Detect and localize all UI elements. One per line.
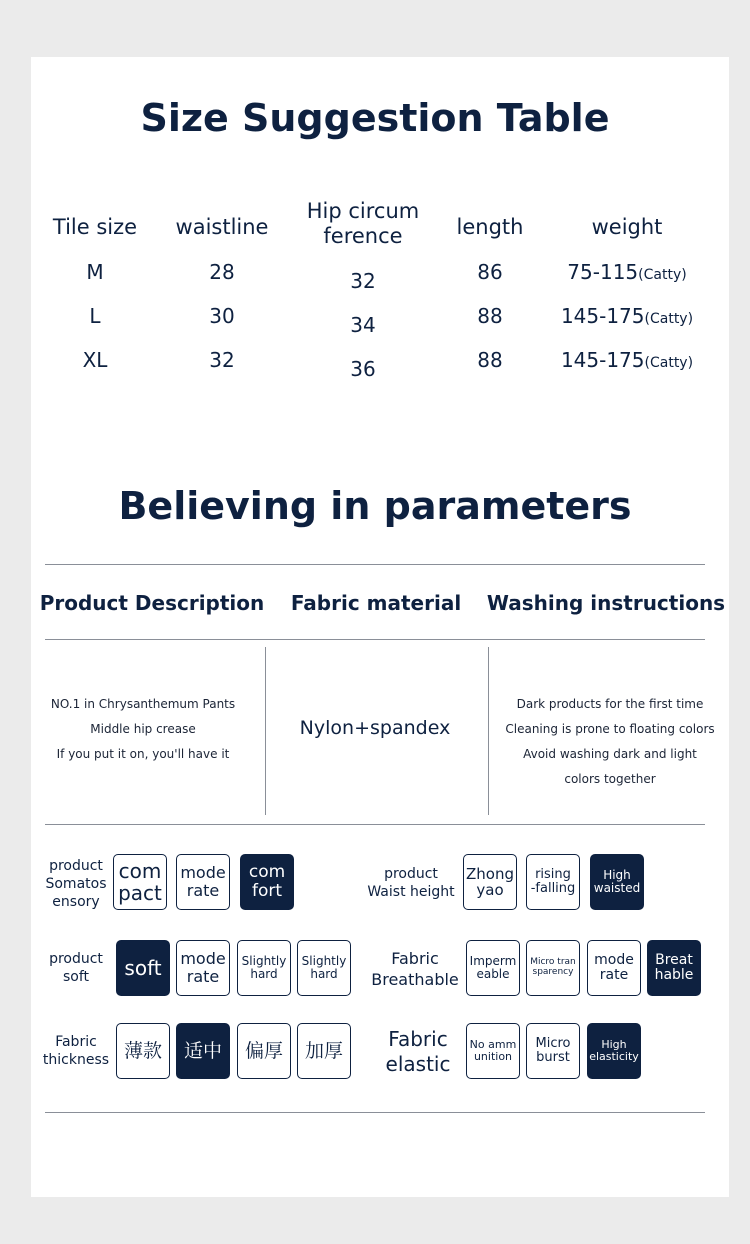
option-impermeable (466, 940, 520, 996)
weight-value: 75-115 (567, 260, 639, 284)
option-text: pact (118, 881, 162, 905)
header-hip-line2: ference (323, 224, 403, 248)
row-l-weight (561, 304, 693, 328)
option-compact (113, 854, 167, 910)
option-text: hable (654, 967, 694, 983)
option-text: hard (310, 967, 338, 981)
row-l-waist: 30 (209, 304, 235, 328)
option-text: Slightly (241, 953, 287, 968)
option-slightly-hard (237, 940, 291, 996)
washing-line: Dark products for the first time (516, 697, 704, 711)
option-text: Breat (655, 951, 693, 968)
row-l-size: L (89, 304, 101, 328)
row-xl-weight (561, 348, 693, 372)
label-line: Somatos (45, 876, 107, 892)
label-line: Fabric (55, 1034, 97, 1050)
option-micro-burst (526, 1023, 580, 1079)
label-line: product (49, 951, 103, 967)
option-text: sparency (532, 967, 574, 977)
option-rising-falling (526, 854, 580, 910)
header-hip-line1: Hip circum (306, 199, 420, 223)
option-text: mode (180, 949, 226, 969)
option-text: elasticity (589, 1050, 639, 1063)
label-line: Fabric (391, 949, 439, 968)
row-l-hip: 34 (350, 313, 376, 337)
option-text: hard (250, 967, 278, 981)
size-table-title: Size Suggestion Table (140, 96, 610, 140)
option-text: eable (476, 967, 510, 981)
option-text: com (248, 862, 286, 883)
option-moderate (176, 854, 230, 910)
washing-line: colors together (564, 772, 656, 786)
row-m-length: 86 (477, 260, 503, 284)
option-text: Micro (535, 1035, 571, 1051)
label-line: product (384, 866, 438, 882)
col-washing-instructions: Washing instructions (486, 591, 726, 615)
option-no-ammunition (466, 1023, 520, 1079)
label-line: ensory (52, 894, 100, 910)
option-text: Slightly (301, 953, 347, 968)
option-text: mode (594, 951, 634, 968)
option-breathable-selected (647, 940, 701, 996)
option-text: No amm (469, 1037, 517, 1051)
option-text: Zhong (466, 864, 514, 883)
option-text: 加厚 (304, 1039, 343, 1062)
description-line: Middle hip crease (90, 722, 196, 736)
label-line: Breathable (371, 970, 459, 989)
column-divider (265, 647, 266, 815)
row-xl-waist: 32 (209, 348, 235, 372)
fabric-material-value: Nylon+spandex (299, 717, 451, 739)
option-soft-selected (116, 940, 170, 996)
col-fabric-material: Fabric material (290, 591, 462, 615)
row-xl-hip: 36 (350, 357, 376, 381)
header-waistline: waistline (175, 215, 269, 239)
option-slightly-hard-2 (297, 940, 351, 996)
label-line: thickness (42, 1052, 110, 1068)
option-moderate (176, 940, 230, 996)
option-text: 适中 (183, 1039, 222, 1062)
header-hip-circumference (307, 199, 420, 249)
thickness-label (43, 1033, 109, 1069)
option-text: 偏厚 (244, 1039, 283, 1062)
option-text: rising (535, 866, 571, 882)
weight-unit: (Catty) (644, 355, 694, 371)
label-line: elastic (385, 1052, 451, 1076)
label-line: Fabric (388, 1027, 448, 1051)
option-text: rate (599, 967, 629, 983)
header-tile-size: Tile size (52, 215, 138, 239)
option-text: Imperm (469, 953, 517, 968)
option-moderate (587, 940, 641, 996)
elastic-label (386, 1027, 451, 1077)
option-micro-transparency (526, 940, 580, 996)
label-line: Waist height (367, 884, 455, 900)
option-text: rate (186, 967, 220, 986)
option-extra-thick (297, 1023, 351, 1079)
washing-line: Avoid washing dark and light (523, 747, 697, 761)
parameters-title: Believing in parameters (118, 484, 632, 528)
product-description-text (51, 692, 235, 767)
row-m-waist: 28 (209, 260, 235, 284)
breathable-label (371, 948, 459, 990)
option-high-waisted-selected (590, 854, 644, 910)
option-text: burst (536, 1050, 570, 1065)
weight-value: 145-175 (560, 304, 645, 328)
weight-unit: (Catty) (644, 311, 694, 327)
divider (45, 824, 705, 825)
washing-line: Cleaning is prone to floating colors (505, 722, 715, 736)
row-xl-size: XL (82, 348, 108, 372)
divider (45, 639, 705, 640)
washing-instructions-text (505, 692, 714, 792)
header-weight: weight (591, 215, 663, 239)
row-l-length: 88 (477, 304, 503, 328)
option-text: High (601, 1037, 627, 1051)
col-product-description: Product Description (39, 591, 265, 615)
option-high-elasticity-selected (587, 1023, 641, 1079)
weight-value: 145-175 (560, 348, 645, 372)
option-medium-selected (176, 1023, 230, 1079)
option-text: com (118, 859, 162, 883)
description-line: If you put it on, you'll have it (56, 747, 230, 761)
description-line: NO.1 in Chrysanthemum Pants (50, 697, 236, 711)
softness-label (49, 950, 103, 986)
option-thin (116, 1023, 170, 1079)
label-line: product (49, 858, 103, 874)
option-text: 薄款 (123, 1039, 162, 1062)
option-text: Micro tran (530, 957, 576, 968)
weight-unit: (Catty) (638, 267, 687, 283)
option-zhong-yao (463, 854, 517, 910)
waist-height-label (367, 865, 454, 901)
option-text: mode (180, 863, 226, 883)
row-m-size: M (86, 260, 104, 284)
option-text: yao (476, 881, 504, 899)
option-comfort-selected (240, 854, 294, 910)
option-thick (237, 1023, 291, 1079)
header-length: length (456, 215, 524, 239)
option-text: soft (124, 956, 162, 980)
option-text: High (603, 867, 631, 882)
divider (45, 1112, 705, 1113)
row-xl-length: 88 (477, 348, 503, 372)
divider (45, 564, 705, 565)
row-m-hip: 32 (350, 269, 376, 293)
column-divider (488, 647, 489, 815)
option-text: rate (186, 881, 220, 900)
somatosensory-label (45, 857, 106, 911)
option-text: -falling (530, 881, 576, 896)
label-line: soft (62, 969, 90, 985)
option-text: unition (473, 1050, 513, 1063)
option-text: fort (251, 881, 283, 901)
option-text: waisted (593, 881, 641, 895)
row-m-weight (567, 260, 686, 284)
